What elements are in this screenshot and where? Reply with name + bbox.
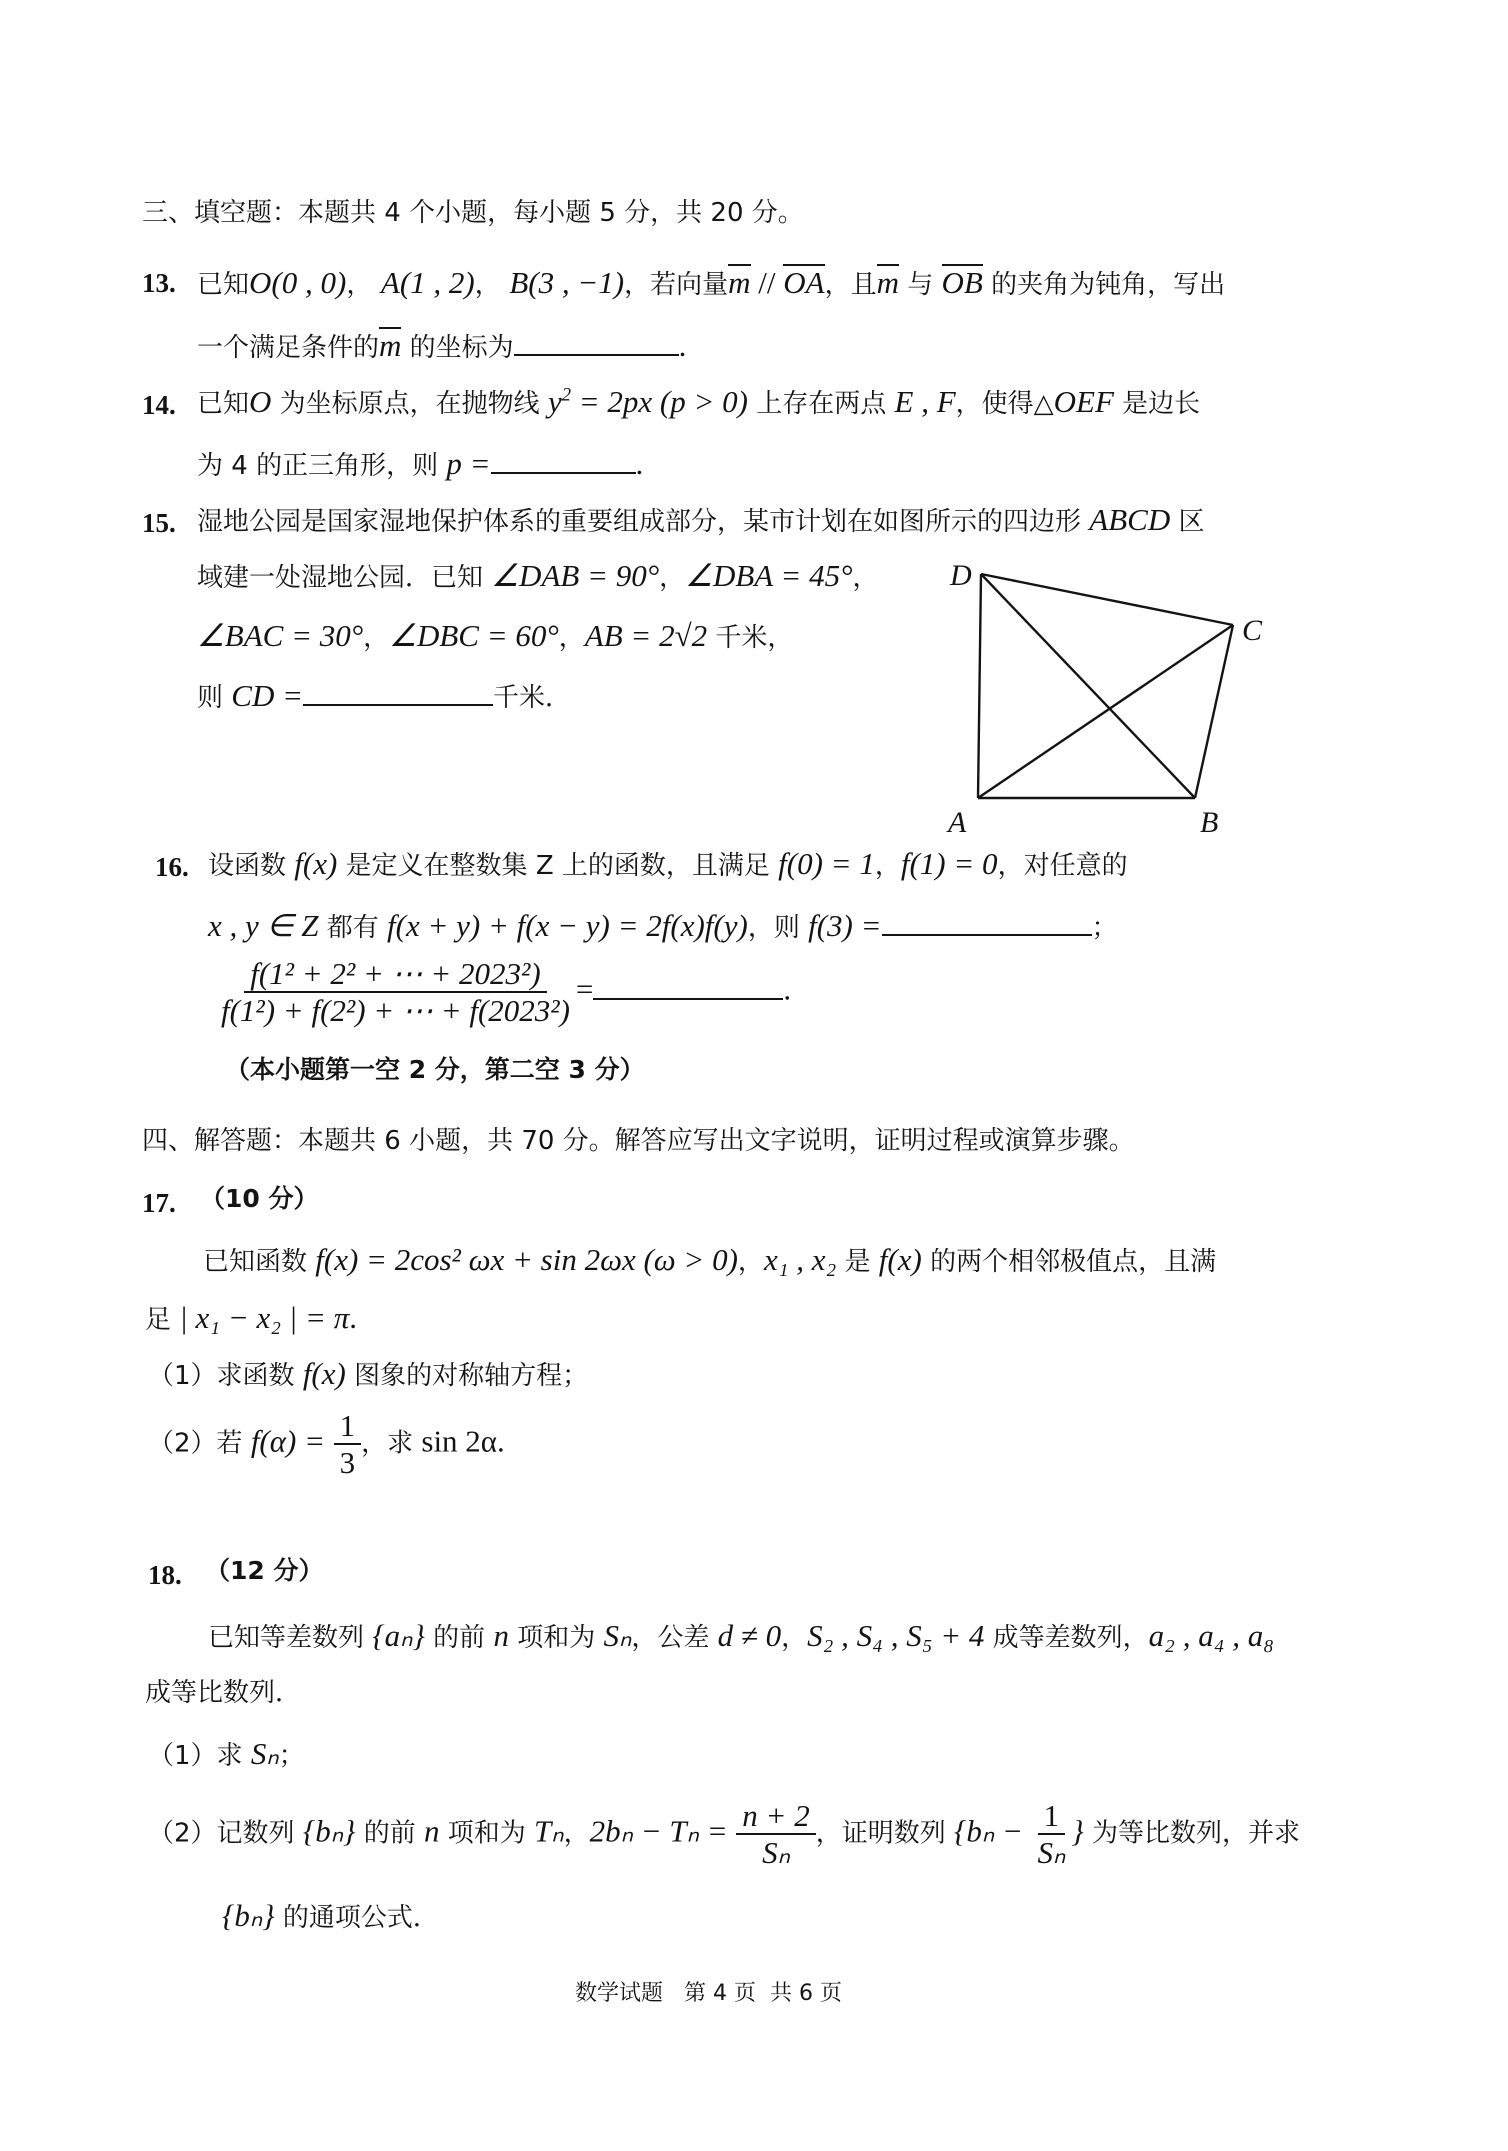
question-13-line-2: 一个满足条件的m 的坐标为 .: [197, 328, 687, 363]
edge-cd: [981, 574, 1233, 625]
fraction-numerator: f(1² + 2² + ⋯ + 2023²): [244, 958, 546, 993]
vector-m: m: [728, 265, 751, 300]
question-18-line-1: 已知等差数列 {aₙ} 的前 n 项和为 Sₙ，公差 d ≠ 0，S₂ , S₄ , S₅ + 4 成等差数列，a₂ , a₄ , a₈: [208, 1618, 1275, 1653]
vertex-label-a: A: [948, 806, 967, 839]
question-15-line-1: 湿地公园是国家湿地保护体系的重要组成部分，某市计划在如图所示的四边形 ABCD 区: [197, 502, 1205, 537]
point-b: B(3 , −1): [509, 265, 625, 300]
question-number: 17.: [142, 1188, 176, 1218]
question-18-part-2: （2）记数列 {bₙ} 的前 n 项和为 Tₙ，2bₙ − Tₙ = $\frac{n + 2}{\text{Sₙ}}$ ，证明数列 {bₙ − $\frac{1}{\text{Sₙ}}$ } 为等比数列，并求: [148, 1798, 1301, 1870]
page-current: 4: [713, 1981, 728, 2006]
vector-ob: OB: [941, 265, 983, 300]
page-footer: 数学试题 第 4 页 共 6 页: [575, 1981, 843, 2006]
fraction-denominator: f(1²) + f(2²) + ⋯ + f(2023²): [221, 993, 570, 1028]
fraction: $\frac{n + 2}{\text{Sₙ}}$: [736, 1800, 815, 1868]
question-number: 16.: [155, 852, 189, 882]
answer-blank[interactable]: [491, 444, 636, 474]
question-15-line-3: ∠BAC = 30°，∠DBC = 60°，AB = 2√2 千米，: [197, 618, 794, 653]
question-number: 13.: [142, 268, 176, 298]
scoring-note: （本小题第一空 2 分，第二空 3 分）: [225, 1055, 645, 1084]
question-number: 18.: [148, 1560, 182, 1590]
page-total: 6: [799, 1981, 814, 2006]
question-18-part-2-cont: {bₙ} 的通项公式．: [222, 1898, 439, 1933]
vertex-label-c: C: [1242, 614, 1263, 647]
question-18-line-2: 成等比数列．: [145, 1678, 302, 1708]
fraction: $\frac{1}{3}$: [334, 1410, 362, 1478]
question-number: 14.: [142, 390, 176, 420]
question-17-part-2: （2）若 f(α) = $\frac{1}{3}$ ，求 sin 2α.: [148, 1408, 505, 1480]
edge-da: [978, 574, 981, 798]
answer-blank[interactable]: [514, 326, 679, 356]
footer-title: 数学试题: [575, 1981, 664, 2006]
question-number: 15.: [142, 508, 176, 538]
vertex-label-b: B: [1200, 806, 1219, 839]
question-17-line-1: 已知函数 f(x) = 2cos² ωx + sin 2ωx (ω > 0)，x₁ , x₂ 是 f(x) 的两个相邻极值点，且满: [203, 1242, 1217, 1277]
answer-blank[interactable]: [593, 982, 783, 1000]
points-label: （10 分）: [200, 1184, 319, 1213]
question-16-line-2: x , y ∈ Z 都有 f(x + y) + f(x − y) = 2f(x)f(y)，则 f(3) = ；: [208, 908, 1118, 943]
point-o: O(0 , 0): [249, 265, 347, 300]
diagonal-bd: [981, 574, 1195, 798]
answer-blank[interactable]: [303, 676, 493, 706]
fraction: [215, 958, 576, 1026]
question-14-line-1: 已知O 为坐标原点，在抛物线 $y^2 = 2px$ (p > 0) 上存在两点 E , F，使得△OEF 是边长: [197, 384, 1201, 419]
vector-m: m: [379, 328, 402, 363]
diagonal-ac: [978, 625, 1233, 798]
question-15-line-2: 域建一处湿地公园．已知 ∠DAB = 90°，∠DBA = 45°，: [197, 558, 879, 593]
fraction: $\frac{1}{\text{Sₙ}}$: [1037, 1798, 1066, 1870]
points-label: （12 分）: [205, 1556, 324, 1585]
question-17-line-2: 足 | x₁ − x₂ | = π.: [145, 1300, 358, 1335]
question-16-line-1: 设函数 f(x) 是定义在整数集 Z 上的函数，且满足 f(0) = 1，f(1) = 0，对任意的: [208, 846, 1128, 881]
question-16-fraction: $\frac{\text{f(1² + 2² + ⋯ + 2023²)}}{\text{f(1²) + f(2²) + ⋯ + f(2023²)}}$ = .: [215, 958, 791, 1026]
parabola-equation: $y^2 = 2px$ (p > 0): [547, 384, 748, 419]
vertex-label-d: D: [950, 560, 972, 592]
point-a: A(1 , 2): [380, 265, 475, 300]
answer-blank[interactable]: [882, 906, 1092, 936]
vector-m: m: [876, 265, 900, 300]
edge-bc: [1195, 625, 1233, 798]
quadrilateral-figure: [930, 560, 1270, 840]
question-17-part-1: （1）求函数 f(x) 图象的对称轴方程；: [148, 1356, 589, 1391]
section-3-header: 三、填空题：本题共 4 个小题，每小题 5 分，共 20 分。: [142, 198, 804, 228]
question-18-part-1: （1）求 Sₙ；: [148, 1736, 305, 1771]
question-13-line-1: 已知O(0 , 0)， A(1 , 2)， B(3 , −1)，若向量m // OA，且m 与 OB 的夹角为钝角，写出: [197, 265, 1226, 300]
vector-oa: OA: [783, 265, 825, 300]
section-4-header: 四、解答题：本题共 6 小题，共 70 分。解答应写出文字说明，证明过程或演算步骤。: [142, 1126, 1135, 1156]
question-14-line-2: 为 4 的正三角形，则 p = .: [197, 446, 644, 481]
question-15-line-4: 则 CD = 千米．: [197, 678, 572, 713]
